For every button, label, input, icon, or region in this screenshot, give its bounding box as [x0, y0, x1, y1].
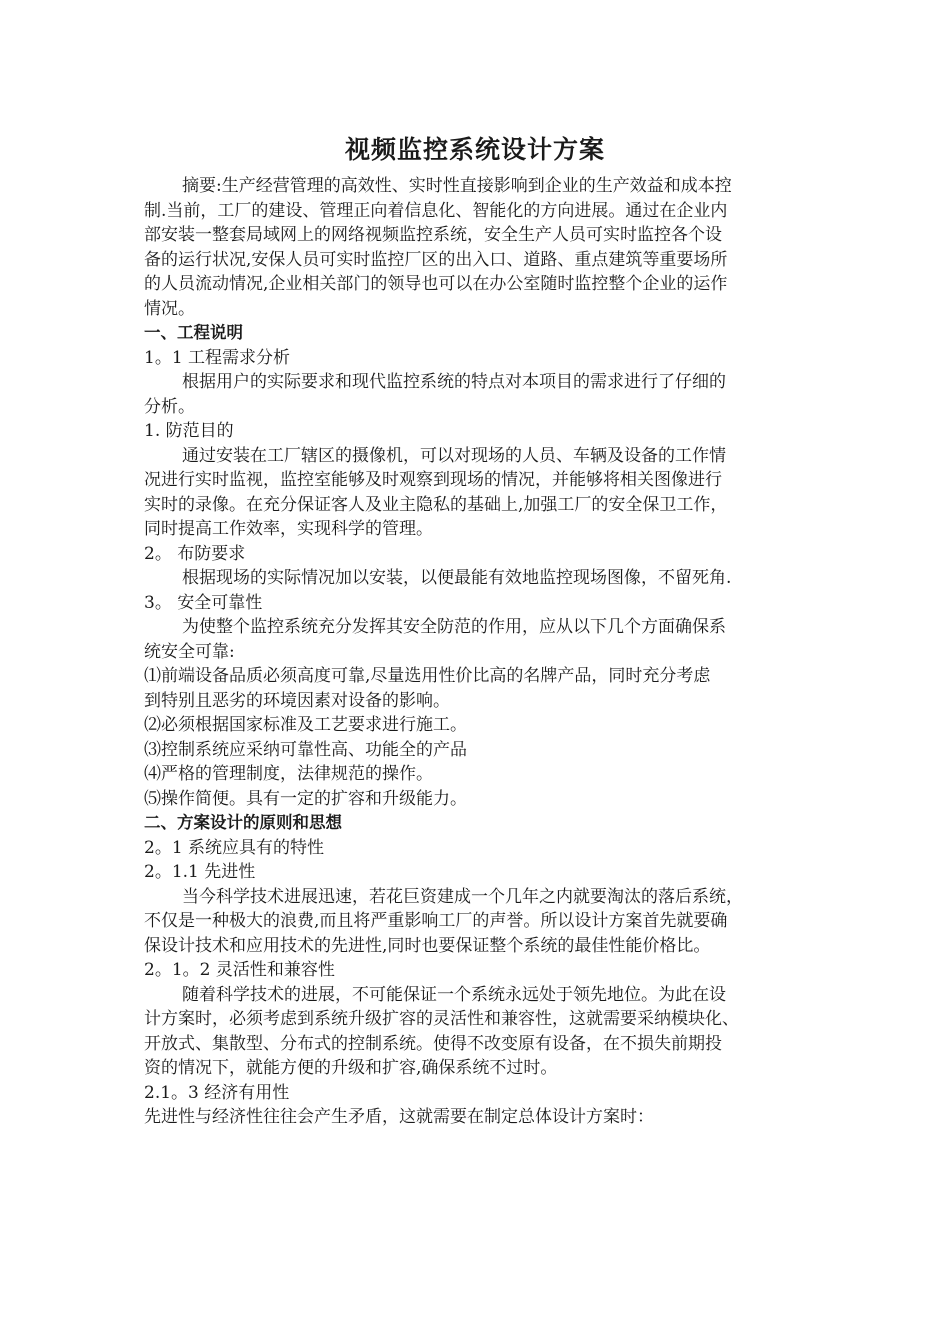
- text-line: 3。 安全可靠性: [144, 592, 263, 613]
- text-line: 分析。: [144, 396, 195, 417]
- text-line: 计方案时，必须考虑到系统升级扩容的灵活性和兼容性，这就需要采纳模块化、: [144, 1009, 739, 1029]
- text-line: 况进行实时监视，监控室能够及时观察到现场的情况，并能够将相关图像进行: [144, 470, 722, 490]
- text-line: 通过安装在工厂辖区的摄像机，可以对现场的人员、车辆及设备的工作情: [182, 445, 726, 466]
- text-line: 开放式、集散型、分布式的控制系统。使得不改变原有设备，在不损失前期投: [144, 1033, 722, 1054]
- text-line: ⑵必须根据国家标准及工艺要求进行施工。: [144, 715, 467, 735]
- text-line: 2。1.1 先进性: [144, 862, 256, 882]
- text-line: ⑶控制系统应采纳可靠性高、功能全的产品: [144, 739, 467, 760]
- text-line: 1。1 工程需求分析: [144, 347, 291, 368]
- text-line: 根据现场的实际情况加以安装，以便最能有效地监控现场图像，不留死角.: [182, 568, 732, 588]
- text-line: 2。1 系统应具有的特性: [144, 837, 325, 858]
- text-line: 不仅是一种极大的浪费,而且将严重影响工厂的声誉。所以设计方案首先就要确: [144, 911, 728, 931]
- text-line: ⑸操作简便。具有一定的扩容和升级能力。: [144, 788, 467, 809]
- text-line: 2.1。3 经济有用性: [144, 1082, 290, 1103]
- text-line: 统安全可靠:: [144, 641, 235, 662]
- text-line: 根据用户的实际要求和现代监控系统的特点对本项目的需求进行了仔细的: [182, 372, 726, 392]
- text-line: ⑴前端设备品质必须高度可靠,尽量选用性价比高的名牌产品，同时充分考虑: [144, 666, 711, 686]
- text-line: 到特别且恶劣的环境因素对设备的影响。: [144, 690, 450, 711]
- text-line: 为使整个监控系统充分发挥其安全防范的作用，应从以下几个方面确保系: [182, 617, 726, 637]
- text-line: 备的运行状况,安保人员可实时监控厂区的出入口、道路、重点建筑等重要场所: [144, 249, 728, 270]
- document-body: [144, 174, 814, 1130]
- text-line: 当今科学技术进展迅速，若花巨资建成一个几年之内就要淘汰的落后系统，: [182, 886, 743, 907]
- section-heading: 二、方案设计的原则和思想: [144, 813, 342, 832]
- text-line: 的人员流动情况,企业相关部门的领导也可以在办公室随时监控整个企业的运作: [144, 274, 728, 294]
- text-line: 1. 防范目的: [144, 421, 234, 441]
- text-line: 制.当前，工厂的建设、管理正向着信息化、智能化的方向进展。通过在企业内: [144, 200, 728, 221]
- text-line: 实时的录像。在充分保证客人及业主隐私的基础上,加强工厂的安全保卫工作，: [144, 494, 728, 515]
- text-line: 情况。: [144, 298, 195, 319]
- text-line: 资的情况下，就能方便的升级和扩容,确保系统不过时。: [144, 1058, 558, 1078]
- text-line: 摘要:生产经营管理的高效性、实时性直接影响到企业的生产效益和成本控: [182, 176, 732, 196]
- text-line: 同时提高工作效率，实现科学的管理。: [144, 519, 433, 539]
- text-line: 2。1。2 灵活性和兼容性: [144, 960, 335, 980]
- document-title: 视频监控系统设计方案: [344, 135, 605, 164]
- text-line: ⑷严格的管理制度，法律规范的操作。: [144, 764, 433, 784]
- text-line: 部安装一整套局域网上的网络视频监控系统，安全生产人员可实时监控各个设: [144, 225, 722, 245]
- text-line: 随着科学技术的进展，不可能保证一个系统永远处于领先地位。为此在设: [182, 984, 726, 1005]
- text-line: 先进性与经济性往往会产生矛盾，这就需要在制定总体设计方案时：: [144, 1107, 654, 1127]
- text-line: 2。 布防要求: [144, 543, 246, 564]
- text-line: 保设计技术和应用技术的先进性,同时也要保证整个系统的最佳性能价格比。: [144, 935, 711, 956]
- section-heading: 一、工程说明: [144, 323, 243, 342]
